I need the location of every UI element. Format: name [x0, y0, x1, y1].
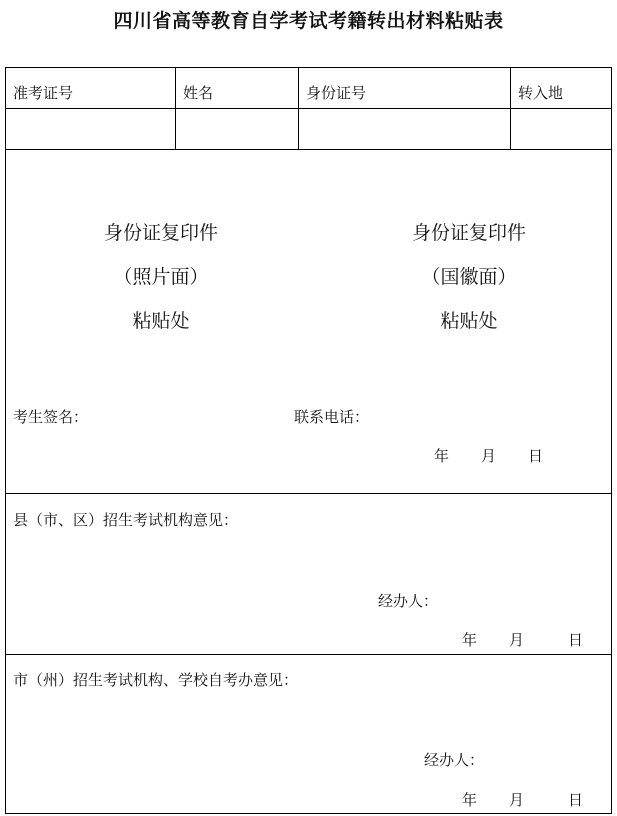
id-front-line3: 粘贴处	[132, 310, 190, 332]
county-handler-label: 经办人：	[378, 592, 439, 610]
date-day-label: 日	[528, 447, 544, 465]
name-label: 姓名	[183, 84, 214, 102]
row-divider	[6, 654, 611, 655]
id-back-line2: （国徽面）	[421, 266, 517, 288]
row-divider	[6, 493, 611, 494]
county-year-label: 年	[462, 631, 478, 649]
signature-label: 考生签名：	[13, 408, 89, 426]
id-front-line2: （照片面）	[113, 266, 209, 288]
id-back-line3: 粘贴处	[440, 310, 498, 332]
page-title: 四川省高等教育自学考试考籍转出材料粘贴表	[113, 10, 504, 32]
exam-number-field[interactable]	[7, 110, 173, 148]
county-opinion-label: 县（市、区）招生考试机构意见：	[13, 511, 239, 529]
id-number-label: 身份证号	[306, 84, 367, 102]
city-opinion-label: 市（州）招生考试机构、学校自考办意见：	[13, 671, 299, 689]
date-year-label: 年	[434, 447, 450, 465]
id-front-line1: 身份证复印件	[103, 222, 218, 244]
city-handler-label: 经办人：	[424, 751, 485, 769]
transfer-form-table	[5, 67, 612, 814]
exam-number-label: 准考证号	[13, 84, 74, 102]
transfer-to-field[interactable]	[512, 110, 610, 148]
city-year-label: 年	[462, 791, 478, 809]
id-number-field[interactable]	[300, 110, 508, 148]
name-field[interactable]	[177, 110, 296, 148]
county-month-label: 月	[509, 631, 525, 649]
transfer-to-label: 转入地	[518, 84, 564, 102]
city-month-label: 月	[509, 791, 525, 809]
row-divider	[6, 108, 611, 109]
phone-label: 联系电话：	[294, 408, 370, 426]
date-month-label: 月	[481, 447, 497, 465]
city-day-label: 日	[568, 791, 584, 809]
id-back-line1: 身份证复印件	[411, 222, 526, 244]
county-day-label: 日	[568, 631, 584, 649]
row-divider	[6, 149, 611, 150]
